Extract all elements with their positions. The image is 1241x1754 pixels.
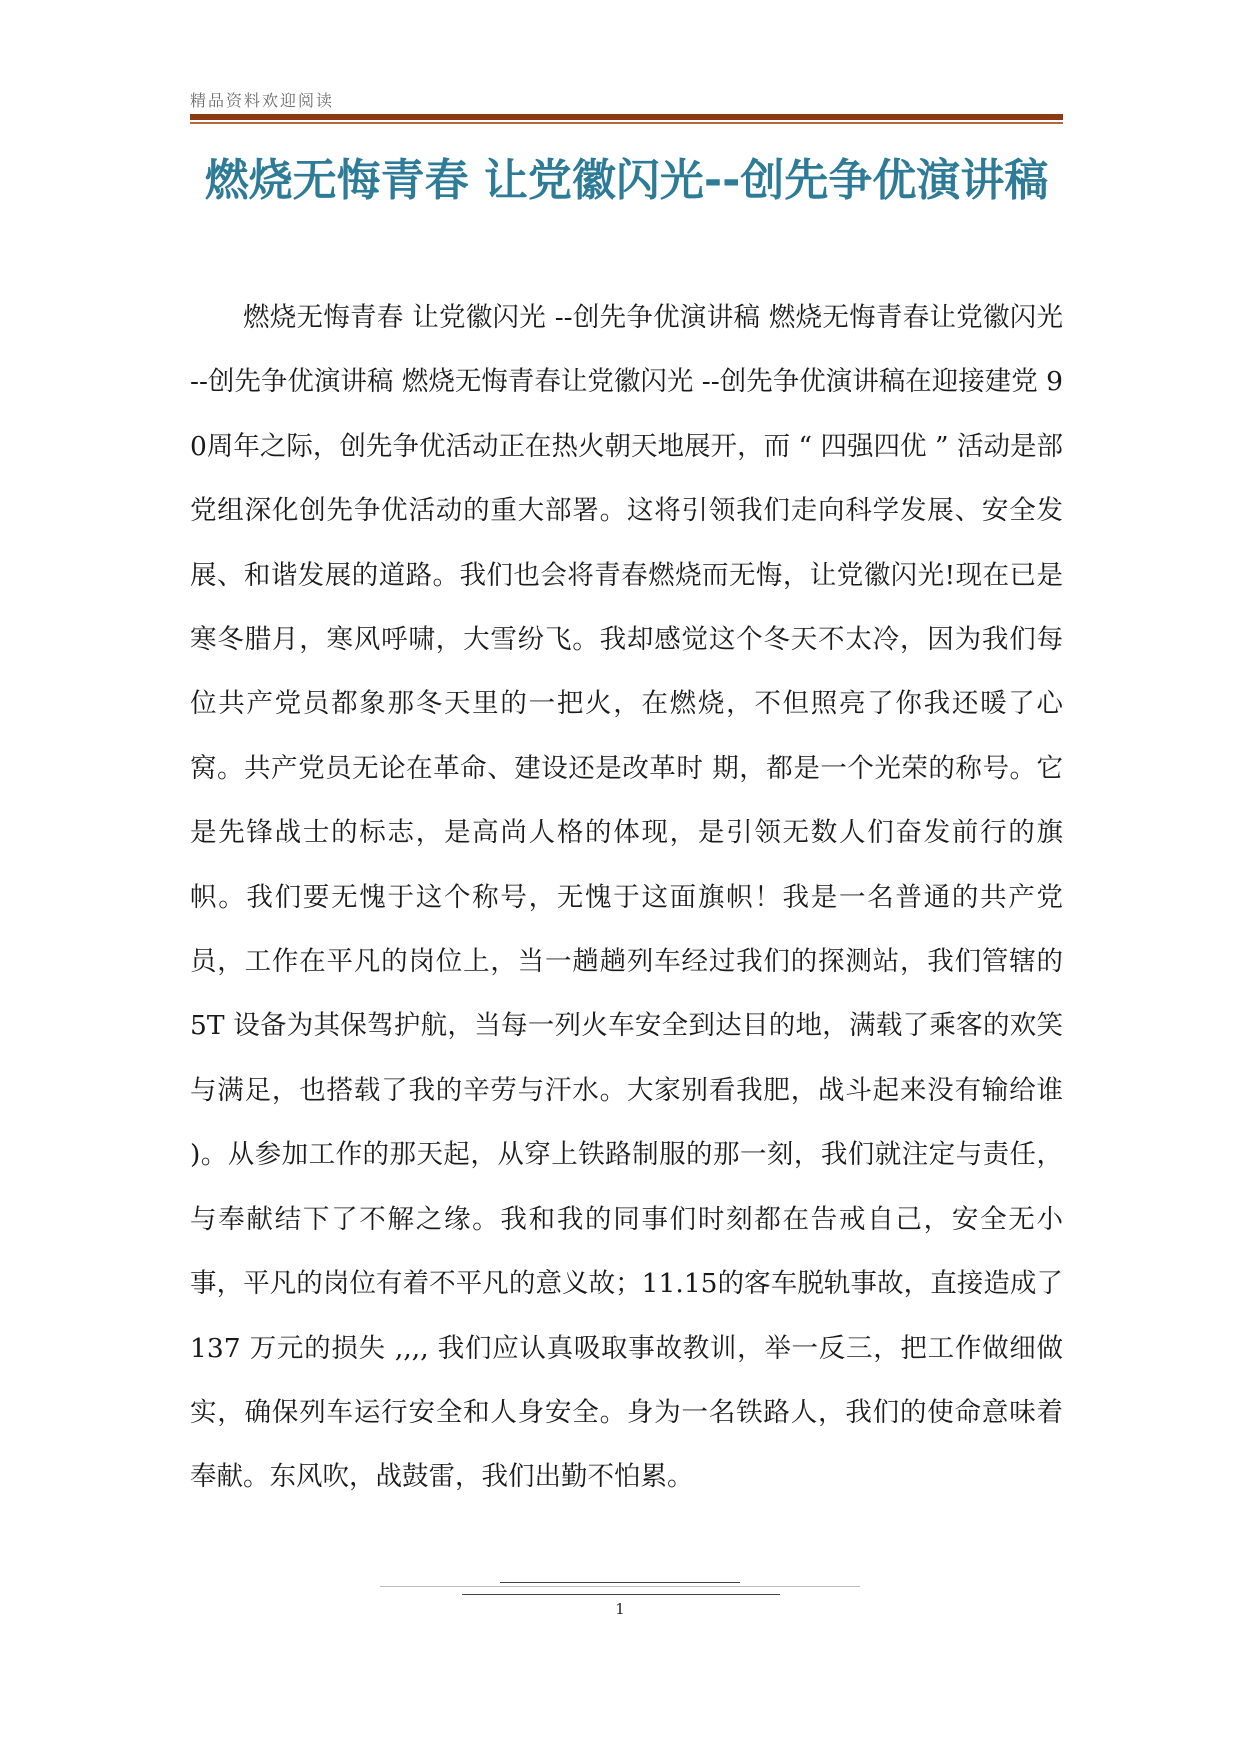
- page-number: 1: [615, 1600, 625, 1618]
- header-rule: [190, 114, 1063, 120]
- document-body: 燃烧无悔青春 让党徽闪光 --创先争优演讲稿 燃烧无悔青春让党徽闪光 --创先争优演讲稿 燃烧无悔青春让党徽闪光 --创先争优演讲稿在迎接建党 90周年之际，创先争优活动正在热火朝天地展开，而 “ 四强四优 ” 活动是部党组深化创先争优活动的重大部署。这将引领我们走向科学发展、安全发展、和谐发展的道路。我们也会将青春燃烧而无悔，让党徽闪光!现在已是寒冬腊月，寒风呼啸，大雪纷飞。我却感觉这个冬天不太冷，因为我们每位共产党员都象那冬天里的一把火，在燃烧，不但照亮了你我还暖了心窝。共产党员无论在革命、建设还是改革时 期，都是一个光荣的称号。它是先锋战士的标志，是高尚人格的体现，是引领无数人们奋发前行的旗帜。我们要无愧于这个称号，无愧于这面旗帜！我是一名普通的共产党员，工作在平凡的岗位上，当一趟趟列车经过我们的探测站，我们管辖的 5T 设备为其保驾护航，当每一列火车安全到达目的地，满载了乘客的欢笑与满足，也搭载了我的辛劳与汗水。大家别看我肥，战斗起来没有输给谁 )。从参加工作的那天起，从穿上铁路制服的那一刻，我们就注定与责任，与奉献结下了不解之缘。我和我的同事们时刻都在告戒自己，安全无小事，平凡的岗位有着不平凡的意义故；11.15的客车脱轨事故，直接造成了 137 万元的损失 ,,,, 我们应认真吸取事故教训，举一反三，把工作做细做实，确保列车运行安全和人身安全。身为一名铁路人，我们的使命意味着奉献。东风吹，战鼓雷，我们出勤不怕累。: [190, 302, 1063, 1493]
- page-header: 精品资料欢迎阅读: [190, 91, 335, 110]
- footer-rule: [380, 1586, 860, 1587]
- footer-rule-lower: [462, 1594, 780, 1595]
- document-title: 燃烧无悔青春 让党徽闪光--创先争优演讲稿: [204, 155, 1049, 206]
- footer-rule-upper: [500, 1582, 740, 1583]
- header-rule-thin: [190, 122, 1063, 124]
